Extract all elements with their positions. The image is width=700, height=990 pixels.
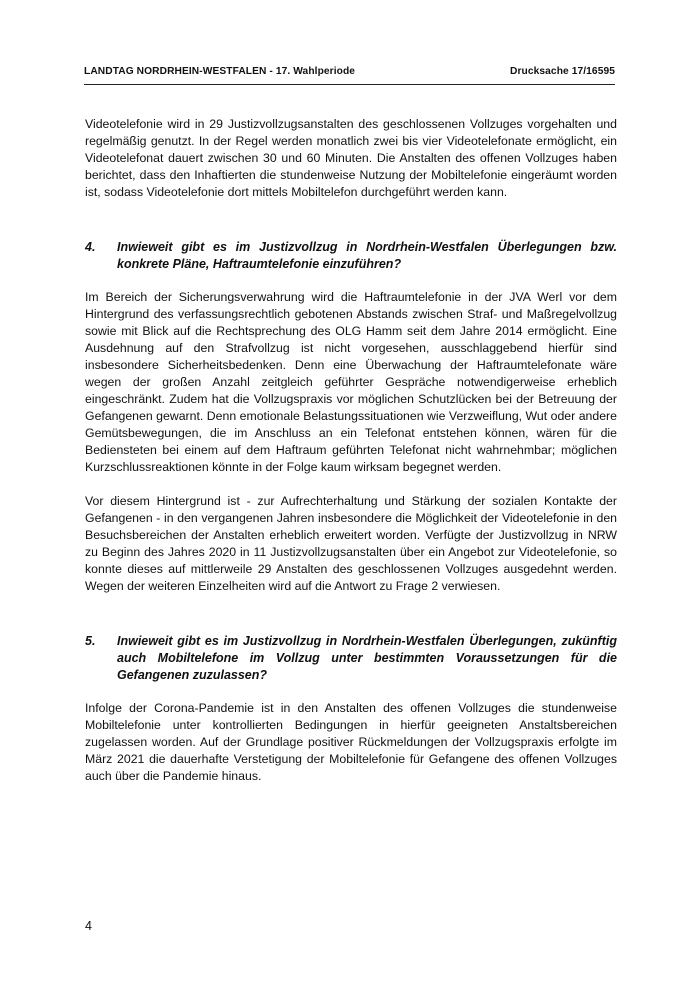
question-4 [85, 239, 617, 273]
answer-4-paragraph-1: Im Bereich der Sicherungsverwahrung wird die Haftraumtelefonie in der JVA Werl vor dem Hintergrund des verfassungsrechtlich gebotenen Abstands zwischen Straf- und Maßregelvollzug sowie mit Blick auf die Rechtsprechung des OLG Hamm seit dem Jahre 2014 ermöglicht. Eine Ausdehnung auf den Strafvollzug ist nicht vorgesehen, ausschlaggebend hierfür sind insbesondere Sicherheitsbedenken. Denn eine Überwachung der Haftraumtelefonate wäre wegen der großen Anzahl zeitgleich geführter Gespräche notwendigerweise erheblich eingeschränkt. Zudem hat die Vollzugspraxis vor möglichen Schutzlücken bei der Betreuung der Gefangenen gewarnt. Denn emotionale Belastungssituationen wie Verzweiflung, Wut oder andere Gemütsbewegungen, die im Anschluss an ein Telefonat entstehen können, wären für die Bediensteten bei einem auf dem Haftraum geführten Telefonat nicht wahrnehmbar; möglichen Kurzschlussreaktionen könnte in der Folge kaum wirksam begegnet werden. [85, 290, 617, 474]
answer-4-paragraph-2: Vor diesem Hintergrund ist - zur Aufrechterhaltung und Stärkung der sozialen Kontakte der Gefangenen - in den vergangenen Jahren insbesondere die Möglichkeit der Videotelefonie in den Besuchsbereichen der Anstalten erheblich erweitert worden. Verfügte der Justizvollzug in NRW zu Beginn des Jahres 2020 in 11 Justizvollzugsanstalten über ein Angebot zur Videotelefonie, so konnte dieses auf mittlerweile 29 Anstalten des geschlossenen Vollzuges ausgedehnt werden. Wegen der weiteren Einzelheiten wird auf die Antwort zu Frage 2 verwiesen. [85, 494, 617, 593]
answer-5-paragraph-1: Infolge der Corona-Pandemie ist in den Anstalten des offenen Vollzuges die stundenweise Mobiltelefonie unter kontrollierten Bedingungen in hierfür geeigneten Anstaltsbereichen zugelassen worden. Auf der Grundlage positiver Rückmeldungen der Vollzugspraxis erfolgte im März 2021 die dauerhafte Verstetigung der Mobiltelefonie für Gefangene des offenen Vollzuges auch über die Pandemie hinaus. [85, 701, 617, 783]
header-parliament-title: LANDTAG NORDRHEIN-WESTFALEN - 17. Wahlperiode [84, 66, 356, 77]
question-4-text: Inwieweit gibt es im Justizvollzug in Nordrhein-Westfalen Überlegungen bzw. konkrete Pläne, Haftraumtelefonie einzuführen? [117, 240, 617, 271]
question-5-number: 5. [85, 634, 96, 648]
page-header [84, 66, 615, 85]
intro-paragraph: Videotelefonie wird in 29 Justizvollzugsanstalten des geschlossenen Vollzuges vorgehalten und regelmäßig genutzt. In der Regel werden monatlich zwei bis vier Videotelefonate ermöglicht, ein Videotelefonat dauert zwischen 30 und 60 Minuten. Die Anstalten des offenen Vollzuges haben berichtet, dass den Inhaftierten die stundenweise Nutzung der Mobiltelefonie eingeräumt worden ist, sodass Videotelefonie dort mittels Mobiltelefon durchgeführt werden kann. [85, 117, 617, 199]
question-5-text: Inwieweit gibt es im Justizvollzug in Nordrhein-Westfalen Überlegungen, zukünftig auch Mobiltelefone im Vollzug unter bestimmten Voraussetzungen für die Gefangenen zuzulassen? [117, 634, 617, 682]
page-number: 4 [85, 919, 92, 933]
header-document-number: Drucksache 17/16595 [510, 66, 615, 77]
question-4-number: 4. [85, 240, 96, 254]
question-5 [85, 633, 617, 684]
document-body [85, 116, 617, 785]
